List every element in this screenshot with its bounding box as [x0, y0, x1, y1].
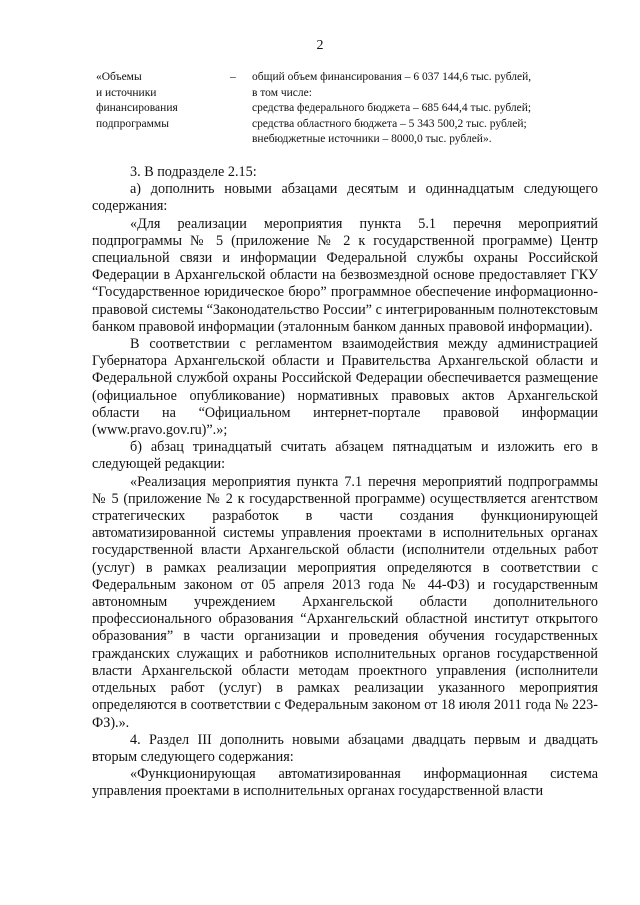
summary-label-line: и источники	[96, 86, 157, 99]
page-number: 2	[316, 38, 324, 53]
summary-value-line: средства федерального бюджета – 685 644,4 тыс. рублей;	[252, 102, 532, 114]
paragraph-quote-3: «Реализация мероприятия пункта 7.1 перечня мероприятий подпрограммы № 5 (приложение № 2 к государственной программе) осуществляется агентством стратегических разработок в части создания функционирующей автоматизированной системы управления проектами в исполнительных органах государственной власти Архангельской области (исполнители отдельных работ (услуг) в рамках реализации мероприятия определяются в соответствии с Федеральным законом от 05 апреля 2013 года № 44-ФЗ) и государственным автономным учреждением Архангельской области дополнительного профессионального образования “Архангельский областной институт открытого образования” в части организации и проведения обучения государственных гражданских служащих и работников исполнительных органов государственной власти Архангельской области методам проектного управления (исполнители отдельных работ (услуг) в рамках реализации указанного мероприятия определяются в соответствии с Федеральным законом от 18 июля 2011 года № 223-ФЗ).».	[92, 473, 598, 731]
summary-value-line: в том числе:	[252, 86, 312, 99]
summary-label-line: «Объемы	[96, 71, 142, 83]
summary-values	[252, 70, 582, 148]
paragraph-item-4: 4. Раздел III дополнить новыми абзацами двадцать первым и двадцать вторым следующего содержания:	[92, 731, 598, 765]
summary-value-line: внебюджетные источники – 8000,0 тыс. рублей».	[252, 133, 492, 145]
summary-dash: –	[230, 71, 236, 83]
paragraph-quote-1: «Для реализации мероприятия пункта 5.1 перечня мероприятий подпрограммы № 5 (приложение № 2 к государственной программе) Центр специальной связи и информации Федеральной службы охраны Российской Федерации в Архангельской области на безвозмездной основе предоставляет ГКУ “Государственное юридическое бюро” программное обеспечение информационно-правовой системы “Законодательство России” с интегрированным полнотекстовым банком правовой информации (эталонным банком данных правовой информации).	[92, 215, 598, 335]
summary-label	[96, 70, 216, 132]
summary-value-line: общий объем финансирования – 6 037 144,6 тыс. рублей,	[252, 71, 532, 83]
paragraph-quote-2: В соответствии с регламентом взаимодействия между администрацией Губернатора Архангельской области и Правительства Архангельской области и Федеральной службой охраны Российской Федерации обеспечивается размещение (официальное опубликование) нормативных правовых актов Архангельской области на “Официальном интернет-портале правовой информации (www.pravo.gov.ru)”.»;	[92, 336, 598, 439]
summary-value-line: средства областного бюджета – 5 343 500,2 тыс. рублей;	[252, 117, 527, 130]
paragraph-item-3: 3. В подразделе 2.15:	[130, 164, 257, 180]
summary-label-line: финансирования	[96, 102, 178, 114]
paragraph-item-3b: б) абзац тринадцатый считать абзацем пятнадцатым и изложить его в следующей редакции:	[92, 439, 598, 473]
paragraph-item-3a: а) дополнить новыми абзацами десятым и одиннадцатым следующего содержания:	[92, 181, 598, 215]
paragraph-quote-4: «Функционирующая автоматизированная информационная система управления проектами в исполнительных органах государственной власти	[92, 766, 598, 800]
document-body	[92, 164, 598, 801]
summary-label-line: подпрограммы	[96, 117, 169, 130]
